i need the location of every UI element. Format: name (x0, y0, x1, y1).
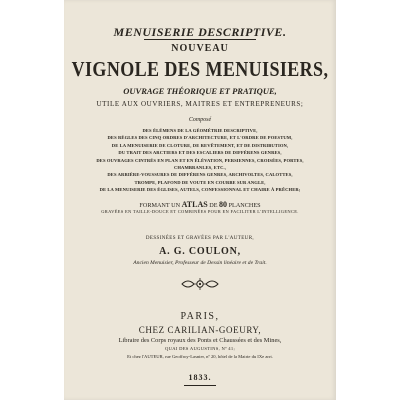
supertitle-rule (144, 39, 256, 40)
title-page (64, 0, 336, 400)
supertitle: MENUISERIE DESCRIPTIVE. (113, 25, 287, 39)
atlas-prefix: FORMANT UN (139, 202, 181, 209)
publication-year: 1833. (188, 373, 212, 382)
main-title: VIGNOLE DES MENUISIERS, (71, 57, 329, 81)
publisher-description: Libraire des Corps royaux des Ponts et Chaussées et des Mines, (118, 337, 282, 344)
author-description: Ancien Menuisier, Professeur de Dessin linéaire et de Trait. (133, 260, 267, 266)
year-rule (184, 385, 216, 386)
atlas-suffix: PLANCHES (228, 202, 261, 209)
printer-ornament-icon (180, 277, 220, 291)
contents-line: TROMPE, PLAFOND DE VOUTE EN COURBE SUR ANGLE, (134, 179, 266, 185)
background-left-margin (0, 0, 64, 400)
nouveau-label: NOUVEAU (171, 43, 229, 54)
atlas-line (64, 201, 336, 209)
contents-line: DE LA MENUISERIE DE CLOTURE, DE REVÊTEMENT, ET DE DISTRIBUTION, (111, 142, 289, 148)
audience-line: UTILE AUX OUVRIERS, MAITRES ET ENTREPRENEURS; (96, 100, 304, 108)
contents-line: DES ARRIÈRE-VOUSSURES DE DIFFÉRENS GENRES, ARCHIVOLTES, CALOTTES, (107, 172, 293, 178)
author-address: Et chez l'AUTEUR, rue Geoffroy-Lasnier, nº 20, hôtel de la Mairie du IXe arrt. (127, 354, 273, 359)
atlas-word: ATLAS (181, 200, 208, 209)
contents-line: DE LA MENUISERIE DES ÉGLISES, AUTELS, CONFESSIONNAL ET CHAIRE À PRÊCHER; (99, 187, 301, 193)
subtitle: OUVRAGE THÉORIQUE ET PRATIQUE, (123, 86, 277, 96)
engraved-note: GRAVÉES EN TAILLE-DOUCE ET COMBINÉES POUR EN FACILITER L'INTELLIGENCE. (101, 209, 299, 214)
contents-line: DU TRAIT DES ARCTIERS ET DES ESCALIERS DE DIFFÉRENS GENRES, (118, 150, 282, 156)
contents-line: CHAMBRANLES, ETC., (173, 165, 227, 171)
drawn-by-line: DESSINÉES ET GRAVÉES PAR L'AUTEUR, (145, 236, 255, 241)
composed-label: Composé (188, 117, 212, 123)
contents-line: DES ÉLÉMENS DE LA GÉOMÉTRIE DESCRIPTIVE, (142, 128, 258, 133)
author-name: A. G. COULON, (159, 246, 241, 257)
contents-list (64, 127, 336, 194)
publication-city: PARIS, (180, 311, 220, 322)
atlas-de: DE (209, 202, 218, 209)
publisher-address: QUAI DES AUGUSTINS, Nº 41; (164, 346, 236, 351)
contents-line: DES OUVRAGES CINTRÉS EN PLAN ET EN ÉLÉVATION, PERSIENNES, CROISÉES, PORTES, (96, 157, 304, 163)
publisher-name: CHEZ CARILIAN-GOEURY, (138, 325, 262, 335)
plate-count: 80 (219, 200, 228, 209)
contents-line: DES RÈGLES DES CINQ ORDRES D'ARCHITECTURE, ET L'ORDRE DE POESTUM, (107, 135, 293, 141)
